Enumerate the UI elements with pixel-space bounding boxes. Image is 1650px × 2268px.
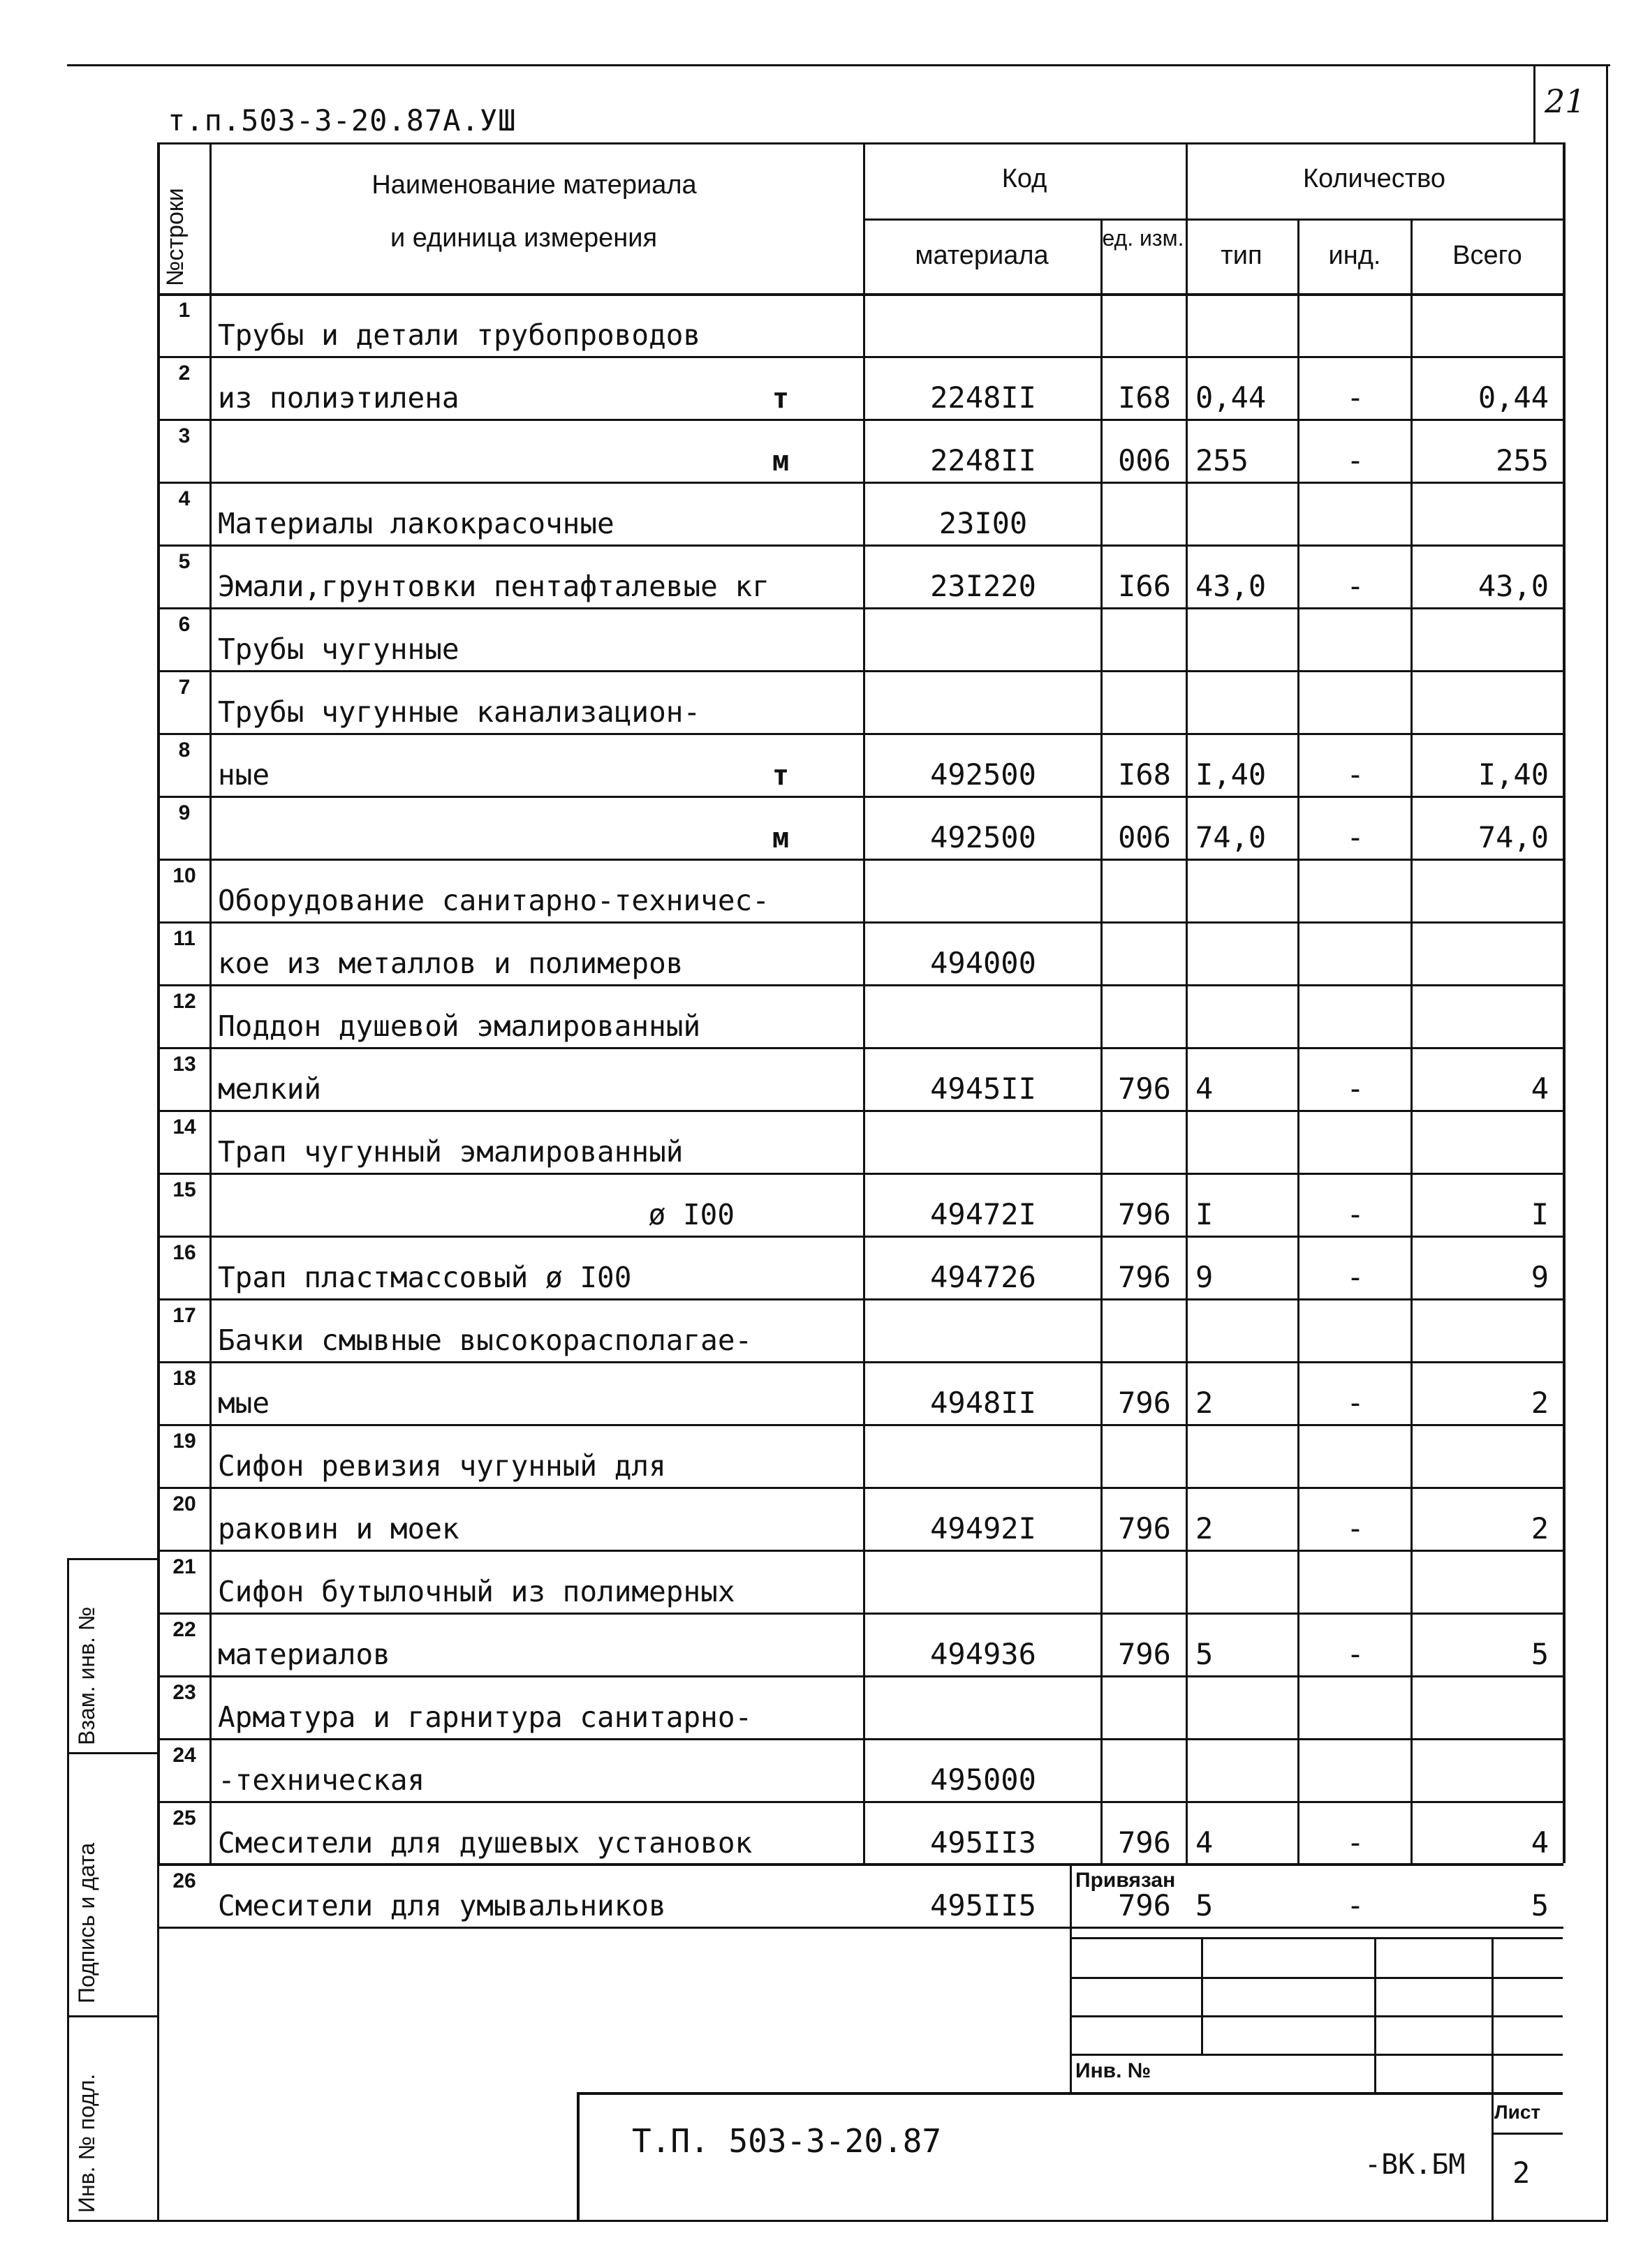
page-mark: 21 <box>1545 82 1586 120</box>
quantity-total: 43,0 <box>1478 569 1549 603</box>
material-code: 492500 <box>930 820 1036 854</box>
quantity-ind <box>1300 1675 1410 1738</box>
quantity-total <box>1413 670 1563 733</box>
material-code: 4945II <box>930 1072 1036 1106</box>
row-number: 10 <box>172 864 196 887</box>
material-code: 495II3 <box>930 1825 1036 1860</box>
title-block-code: Т.П. 503-3-20.87 <box>632 2122 942 2160</box>
material-code: 23I00 <box>938 506 1028 540</box>
material-code <box>866 984 1100 1047</box>
material-code: 49472I <box>930 1197 1036 1231</box>
material-name <box>218 796 846 859</box>
quantity-typ <box>1195 1298 1297 1361</box>
material-code <box>866 859 1100 921</box>
quantity-ind: - <box>1346 569 1364 603</box>
material-code <box>866 293 1100 356</box>
quantity-ind: - <box>1346 1386 1364 1420</box>
quantity-total <box>1413 1110 1563 1173</box>
unit-code: 796 <box>1118 1825 1171 1860</box>
material-name: Трубы чугунные <box>218 632 459 666</box>
quantity-typ <box>1195 921 1297 984</box>
material-code <box>866 607 1100 670</box>
side-label-podpis: Подпись и дата <box>74 1842 99 2003</box>
row-number: 9 <box>178 801 191 824</box>
unit-code <box>1103 1675 1186 1738</box>
quantity-ind: - <box>1346 443 1364 477</box>
quantity-ind <box>1300 670 1410 733</box>
row-number: 6 <box>178 613 191 636</box>
material-code: 494000 <box>930 946 1036 980</box>
material-name: Трубы и детали трубопроводов <box>218 318 701 352</box>
quantity-total: 2 <box>1531 1511 1549 1546</box>
material-name: Оборудование санитарно-техничес- <box>218 884 769 917</box>
quantity-total <box>1413 1738 1563 1801</box>
material-name: кое из металлов и полимеров <box>218 947 684 980</box>
quantity-ind <box>1300 482 1410 544</box>
quantity-total <box>1413 607 1563 670</box>
quantity-typ <box>1195 1675 1297 1738</box>
document-code: т.п.503-3-20.87А.УШ <box>168 103 517 138</box>
material-name: -техническая <box>218 1763 425 1797</box>
material-code <box>866 1675 1100 1738</box>
unit-code <box>1103 921 1186 984</box>
quantity-total <box>1413 1675 1563 1738</box>
title-block-suffix: -ВК.БМ <box>1364 2149 1466 2181</box>
sheet-number: 2 <box>1512 2156 1531 2190</box>
row-number: 7 <box>178 676 191 699</box>
material-code: 2248II <box>930 380 1036 415</box>
quantity-total: 4 <box>1531 1072 1549 1106</box>
unit-code <box>1103 607 1186 670</box>
header-unit: ед. изм. <box>1102 225 1184 251</box>
material-name: материалов <box>218 1638 390 1671</box>
material-name: Бачки смывные высокорасполагае- <box>218 1324 753 1357</box>
header-total: Всего <box>1452 241 1522 270</box>
quantity-typ: 5 <box>1195 1888 1214 1922</box>
header-typ: тип <box>1221 241 1262 270</box>
unit-symbol: т <box>772 759 790 792</box>
row-number: 2 <box>178 362 191 385</box>
material-code: 49492I <box>930 1511 1036 1546</box>
row-number: 25 <box>172 1807 196 1830</box>
unit-code: 796 <box>1118 1260 1171 1294</box>
row-number: 8 <box>178 739 191 762</box>
quantity-total <box>1413 1550 1563 1613</box>
material-code: 492500 <box>930 757 1036 792</box>
quantity-ind: - <box>1346 1888 1364 1922</box>
quantity-total: 5 <box>1531 1888 1549 1922</box>
quantity-typ <box>1195 607 1297 670</box>
quantity-total <box>1413 1298 1563 1361</box>
unit-code <box>1103 1110 1186 1173</box>
unit-code <box>1103 984 1186 1047</box>
header-material: материала <box>915 241 1049 270</box>
row-number: 16 <box>172 1241 196 1264</box>
quantity-total: 0,44 <box>1478 380 1549 415</box>
row-number: 12 <box>172 990 196 1013</box>
unit-code: 006 <box>1118 443 1171 477</box>
quantity-typ <box>1195 1738 1297 1801</box>
quantity-typ: 255 <box>1195 443 1248 477</box>
unit-code: I68 <box>1118 380 1171 415</box>
quantity-ind <box>1300 921 1410 984</box>
material-code: 495II5 <box>930 1888 1036 1922</box>
material-name: Материалы лакокрасочные <box>218 507 614 540</box>
stamp-inv-no: Инв. № <box>1075 2059 1151 2082</box>
material-name: Трап пластмассовый ø I00 <box>218 1261 632 1294</box>
header-ind: инд. <box>1328 241 1381 270</box>
stamp-privyazan: Привязан <box>1075 1869 1176 1892</box>
material-code <box>866 1110 1100 1173</box>
quantity-typ: 4 <box>1195 1825 1214 1860</box>
row-number: 23 <box>172 1681 196 1704</box>
material-name: раковин и моек <box>218 1512 459 1546</box>
material-name: Арматура и гарнитура санитарно- <box>218 1700 753 1734</box>
quantity-total: 4 <box>1531 1825 1549 1860</box>
quantity-typ: 0,44 <box>1195 380 1267 415</box>
unit-code: 796 <box>1118 1072 1171 1106</box>
row-number: 22 <box>172 1618 196 1641</box>
quantity-ind <box>1300 1110 1410 1173</box>
quantity-total: I,40 <box>1478 757 1549 792</box>
header-name: Наименование материала <box>371 170 697 200</box>
unit-code: 006 <box>1118 820 1171 854</box>
quantity-typ <box>1195 1424 1297 1487</box>
quantity-total: 9 <box>1531 1260 1549 1294</box>
unit-code: 796 <box>1118 1197 1171 1231</box>
material-code: 495000 <box>930 1763 1036 1797</box>
quantity-ind: - <box>1346 820 1364 854</box>
row-divider <box>157 1927 1563 1929</box>
unit-code: 796 <box>1118 1511 1171 1546</box>
row-number: 17 <box>172 1304 196 1327</box>
unit-symbol: т <box>772 383 790 415</box>
quantity-ind <box>1300 293 1410 356</box>
quantity-ind: - <box>1346 1637 1364 1671</box>
quantity-total: 255 <box>1496 443 1549 477</box>
quantity-typ: 9 <box>1195 1260 1214 1294</box>
material-name: Поддон душевой эмалированный <box>218 1009 701 1043</box>
quantity-total: 5 <box>1531 1637 1549 1671</box>
material-name: ø I00 <box>648 1198 735 1231</box>
material-code: 23I220 <box>930 569 1036 603</box>
quantity-total <box>1413 921 1563 984</box>
sheet-label: Лист <box>1494 2101 1541 2123</box>
material-name: Трубы чугунные канализацион- <box>218 695 701 729</box>
row-number: 11 <box>173 927 196 950</box>
material-name: мые <box>218 1386 270 1420</box>
quantity-total <box>1413 482 1563 544</box>
quantity-typ: 5 <box>1195 1637 1214 1671</box>
quantity-total: I <box>1531 1197 1549 1231</box>
quantity-total: 74,0 <box>1478 820 1549 854</box>
material-name: ные <box>218 758 270 792</box>
row-number: 18 <box>172 1367 196 1390</box>
quantity-ind: - <box>1346 1825 1364 1860</box>
unit-symbol: м <box>772 445 790 477</box>
quantity-typ <box>1195 670 1297 733</box>
unit-code <box>1103 1738 1186 1801</box>
unit-code <box>1103 1424 1186 1487</box>
material-code <box>866 670 1100 733</box>
unit-code <box>1103 859 1186 921</box>
material-name: Смесители для умывальников <box>218 1889 666 1922</box>
quantity-typ: 2 <box>1195 1511 1214 1546</box>
quantity-ind <box>1300 1738 1410 1801</box>
quantity-ind: - <box>1346 1072 1364 1106</box>
quantity-ind <box>1300 607 1410 670</box>
quantity-ind <box>1300 1550 1410 1613</box>
header-row-number: №строки <box>162 188 189 286</box>
quantity-ind <box>1300 1298 1410 1361</box>
quantity-typ <box>1195 859 1297 921</box>
material-code: 2248II <box>930 443 1036 477</box>
quantity-ind <box>1300 859 1410 921</box>
side-label-inv-podl: Инв. № подл. <box>74 2073 99 2213</box>
quantity-total <box>1413 859 1563 921</box>
material-name: Эмали,грунтовки пентафталевые кг <box>218 570 769 603</box>
material-name: Смесители для душевых установок <box>218 1826 753 1860</box>
quantity-typ: I <box>1195 1197 1214 1231</box>
quantity-typ: 2 <box>1195 1386 1214 1420</box>
quantity-ind: - <box>1346 757 1364 792</box>
row-number: 20 <box>172 1492 196 1515</box>
unit-code: 796 <box>1118 1637 1171 1671</box>
material-name: Трап чугунный эмалированный <box>218 1135 684 1169</box>
material-code <box>866 1298 1100 1361</box>
quantity-ind: - <box>1346 380 1364 415</box>
quantity-ind: - <box>1346 1511 1364 1546</box>
row-number: 15 <box>172 1178 196 1201</box>
quantity-ind: - <box>1346 1197 1364 1231</box>
material-code: 494726 <box>930 1260 1036 1294</box>
material-name: Сифон бутылочный из полимерных <box>218 1575 735 1608</box>
material-code: 494936 <box>930 1637 1036 1671</box>
unit-code <box>1103 1298 1186 1361</box>
quantity-total <box>1413 1424 1563 1487</box>
row-number: 19 <box>172 1430 196 1453</box>
header-quantity: Количество <box>1302 164 1446 193</box>
quantity-ind <box>1300 984 1410 1047</box>
row-number: 21 <box>172 1555 196 1578</box>
quantity-typ: I,40 <box>1195 757 1267 792</box>
quantity-typ: 4 <box>1195 1072 1214 1106</box>
quantity-typ: 74,0 <box>1195 820 1267 854</box>
row-number: 26 <box>172 1869 196 1892</box>
unit-code <box>1103 482 1186 544</box>
material-code <box>866 1550 1100 1613</box>
unit-code <box>1103 293 1186 356</box>
unit-code: I66 <box>1118 569 1171 603</box>
quantity-total <box>1413 984 1563 1047</box>
unit-code: 796 <box>1118 1888 1171 1922</box>
quantity-typ <box>1195 482 1297 544</box>
material-name: из полиэтилена <box>218 381 459 415</box>
material-code: 4948II <box>930 1386 1036 1420</box>
quantity-typ <box>1195 984 1297 1047</box>
quantity-typ <box>1195 1110 1297 1173</box>
row-number: 4 <box>178 487 191 510</box>
header-code: Код <box>1001 164 1047 193</box>
material-name: Сифон ревизия чугунный для <box>218 1449 666 1483</box>
unit-code <box>1103 1550 1186 1613</box>
row-number: 24 <box>172 1744 196 1767</box>
unit-code: I68 <box>1118 757 1171 792</box>
quantity-typ <box>1195 1550 1297 1613</box>
unit-symbol: м <box>772 822 790 854</box>
unit-code <box>1103 670 1186 733</box>
header-name-unit: и единица измерения <box>390 223 658 253</box>
row-number: 14 <box>172 1116 196 1139</box>
material-name: мелкий <box>218 1072 322 1106</box>
material-name <box>218 419 846 482</box>
unit-code: 796 <box>1118 1386 1171 1420</box>
quantity-ind: - <box>1346 1260 1364 1294</box>
row-number: 1 <box>178 299 191 322</box>
quantity-typ: 43,0 <box>1195 569 1267 603</box>
row-number: 13 <box>172 1053 196 1076</box>
quantity-total <box>1413 293 1563 356</box>
quantity-typ <box>1195 293 1297 356</box>
quantity-ind <box>1300 1424 1410 1487</box>
row-number: 5 <box>178 550 191 573</box>
material-code <box>866 1424 1100 1487</box>
side-label-vzam: Взам. инв. № <box>74 1606 99 1745</box>
row-number: 3 <box>178 424 191 447</box>
quantity-total: 2 <box>1531 1386 1549 1420</box>
